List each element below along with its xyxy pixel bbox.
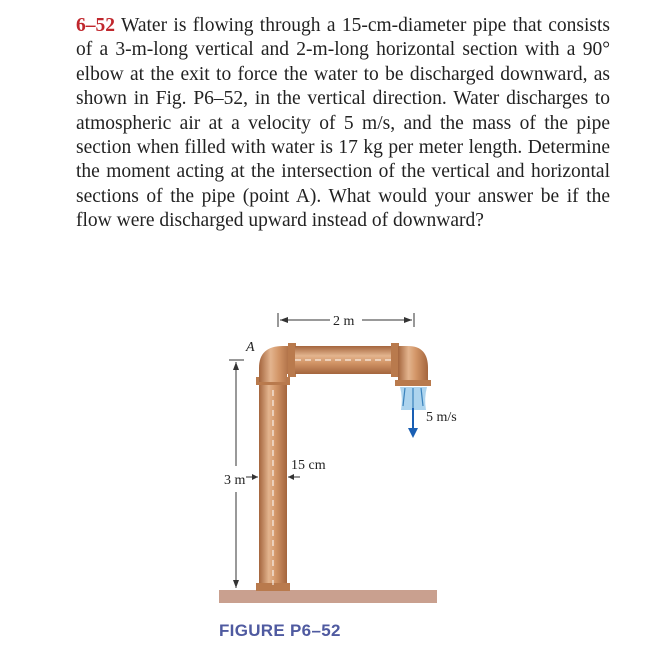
elbow-a — [259, 343, 296, 382]
vertical-length-label: 3 m — [224, 473, 246, 488]
horizontal-length-label: 2 m — [333, 314, 355, 329]
velocity-arrow — [408, 408, 418, 438]
figure-caption: FIGURE P6–52 — [219, 621, 341, 640]
problem-number: 6–52 — [76, 15, 115, 36]
diameter-label: 15 cm — [291, 458, 326, 473]
elbow-exit — [395, 346, 431, 386]
point-a-label: A — [246, 340, 255, 355]
ground — [219, 590, 437, 603]
problem-text: Water is flowing through a 15-cm-diameter pipe that consists of a 3-m-long vertical and 2-m-long horizontal section with a 90° elbow at the exit to force the water to be discharged downward, as shown in Fig. P6–52, in the vertical direction. Water discharges to atmospheric air at a velocity of 5 m/s, and the mass of the pipe section when filled with water is 17 kg per meter length. Determine the moment acting at the intersection of the vertical and horizontal sections of the pipe (point A). What would your answer be if the flow were discharged upward instead of downward? — [76, 15, 610, 232]
horizontal-pipe — [295, 343, 399, 377]
water-jet — [400, 387, 427, 410]
velocity-label: 5 m/s — [426, 410, 457, 425]
vertical-pipe — [256, 377, 290, 591]
